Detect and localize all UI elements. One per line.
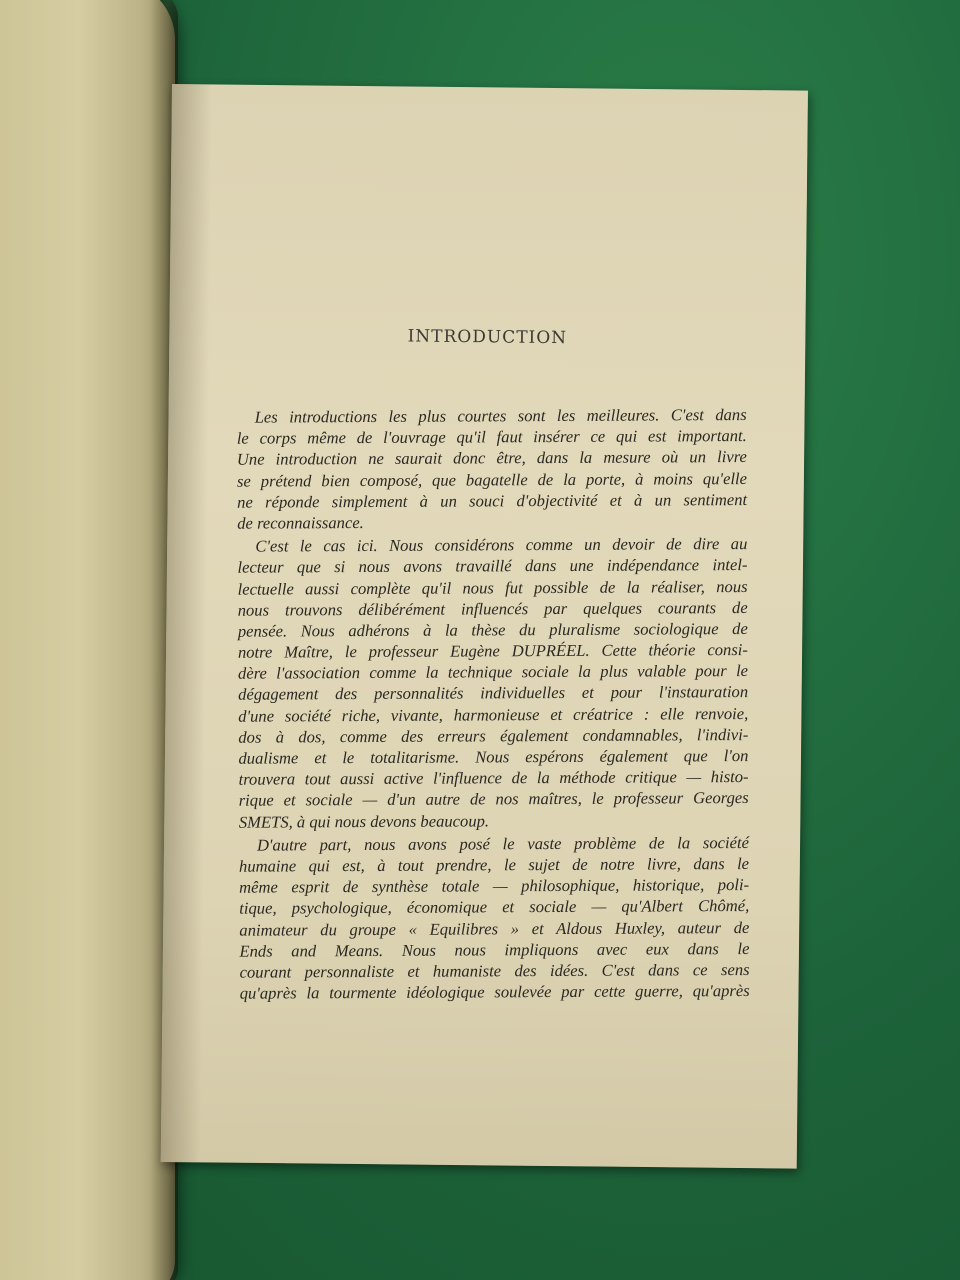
text-line: notre Maître, le professeur Eugène DUPRÉEL. Cette théorie consi- xyxy=(237,640,748,662)
text-line: de reconnaissance. xyxy=(237,512,364,533)
page-title: INTRODUCTION xyxy=(407,326,568,349)
text-line: D'autre part, nous avons posé le vaste problème de la société xyxy=(256,832,749,855)
text-line: humaine qui est, à tout prendre, le sujet de notre livre, dans le xyxy=(238,853,750,876)
text-line: trouvera tout aussi active l'influence de la méthode critique — histo- xyxy=(238,767,749,789)
text-line: Une introduction ne saurait donc être, dans la mesure où un livre xyxy=(236,447,747,470)
text-line: ne réponde simplement à un souci d'objectivité et à un sentiment xyxy=(237,489,748,512)
page-body xyxy=(237,404,750,1006)
text-line: lectuelle aussi complète qu'il nous fut possible de la réaliser, nous xyxy=(237,576,748,599)
left-page xyxy=(0,0,175,1280)
text-line: lecteur que si nous avons travaillé dans une indépendance intel- xyxy=(237,555,748,578)
paragraph-2 xyxy=(237,533,749,832)
text-line: rique et sociale — d'un autre de nos maîtres, le professeur Georges xyxy=(238,788,749,811)
paragraph-3 xyxy=(239,832,750,1004)
text-line: nous trouvons délibérément influencés par quelques courants de xyxy=(237,597,748,620)
text-line: même esprit de synthèse totale — philosophique, historique, poli- xyxy=(239,875,750,897)
text-line: pensée. Nous adhérons à la thèse du pluralisme sociologique de xyxy=(237,618,748,641)
text-line: Les introductions les plus courtes sont les meilleures. C'est dans xyxy=(254,405,747,427)
text-line: se prétend bien composé, que bagatelle de la porte, à moins qu'elle xyxy=(236,468,748,491)
text-line: SMETS, à qui nous devons beaucoup. xyxy=(238,810,490,832)
text-line: animateur du groupe « Equilibres » et Aldous Huxley, auteur de xyxy=(239,917,750,940)
text-line: courant personnaliste et humaniste des idées. C'est dans ce sens xyxy=(239,959,750,982)
text-line: dualisme et le totalitarisme. Nous espérons également que l'on xyxy=(238,746,749,768)
text-line: le corps même de l'ouvrage qu'il faut insérer ce qui est important. xyxy=(236,426,747,448)
text-line: C'est le cas ici. Nous considérons comme un devoir de dire au xyxy=(255,534,748,556)
book-page xyxy=(161,84,808,1169)
text-line: dère l'association comme la technique sociale la plus valable pour le xyxy=(237,661,749,683)
text-line: qu'après la tourmente idéologique soulevée par cette guerre, qu'après xyxy=(239,981,750,1003)
text-line: dégagement des personnalités individuelles et pour l'instauration xyxy=(238,682,749,705)
text-line: d'une société riche, vivante, harmonieuse et créatrice : elle renvoie, xyxy=(238,703,749,726)
paragraph-1 xyxy=(237,404,748,534)
text-line: tique, psychologique, économique et sociale — qu'Albert Chômé, xyxy=(239,896,750,918)
text-line: Ends and Means. Nous nous impliquons avec eux dans le xyxy=(239,938,750,961)
text-line: dos à dos, comme des erreurs également condamnables, l'indivi- xyxy=(238,724,749,747)
